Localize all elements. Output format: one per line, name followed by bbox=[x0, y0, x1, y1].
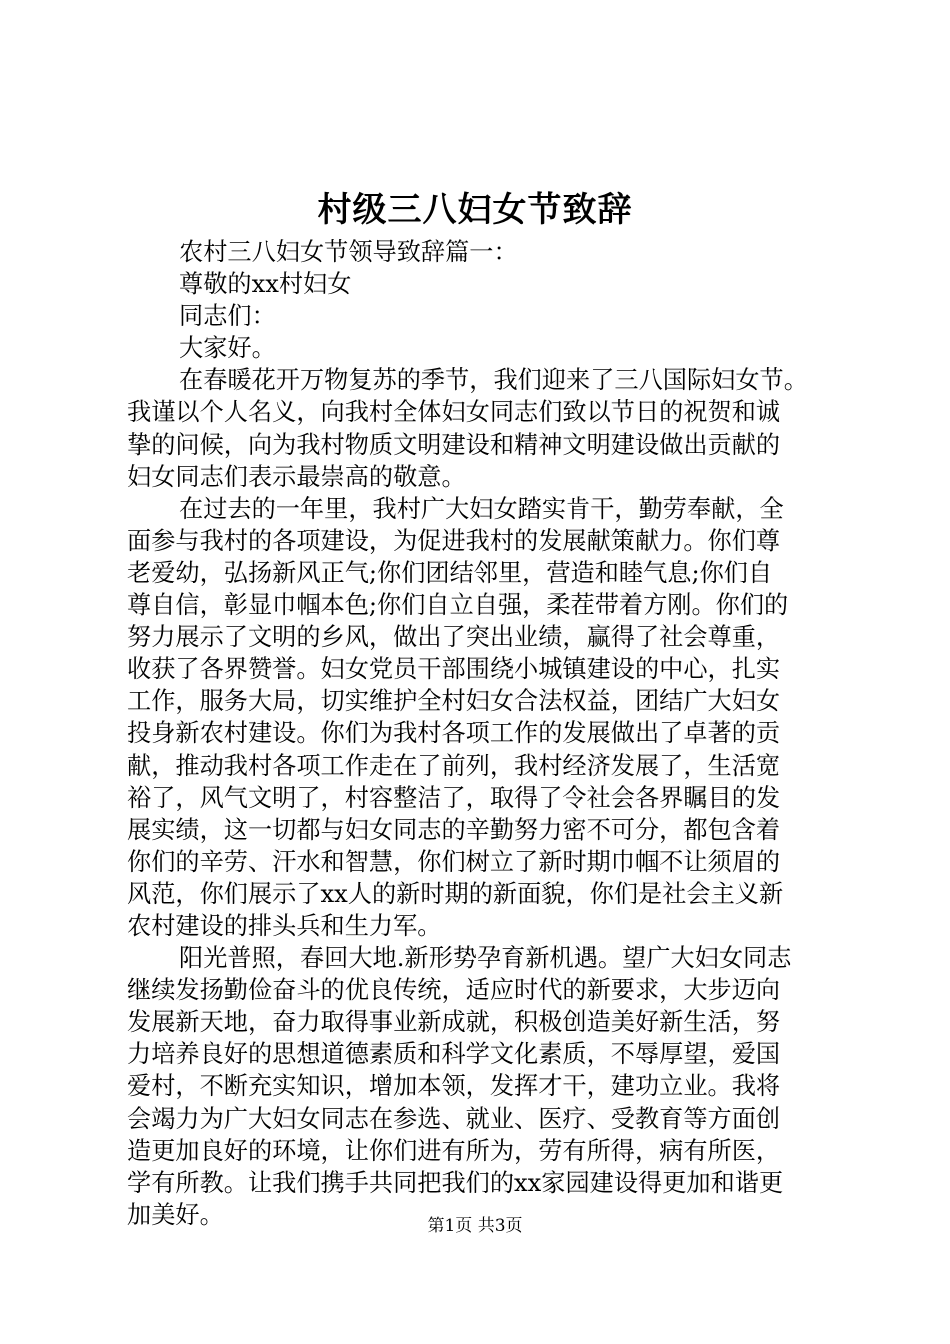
text-line: 老爱幼，弘扬新风正气;你们团结邻里，营造和睦气息;你们自 bbox=[127, 558, 773, 587]
text-line: 我谨以个人名义，向我村全体妇女同志们致以节日的祝贺和诚 bbox=[127, 398, 781, 427]
text-line: 力培养良好的思想道德素质和科学文化素质，不辱厚望，爱国 bbox=[127, 1040, 781, 1069]
text-line: 风范，你们展示了xx人的新时期的新面貌，你们是社会主义新 bbox=[127, 879, 784, 908]
text-line: 投身新农村建设。你们为我村各项工作的发展做出了卓著的贡 bbox=[127, 719, 781, 748]
text-line: 继续发扬勤俭奋斗的优良传统，适应时代的新要求，大步迈向 bbox=[127, 976, 781, 1005]
text-line: 农村三八妇女节领导致辞篇一： bbox=[179, 238, 518, 266]
text-line: 造更加良好的环境，让你们进有所为，劳有所得，病有所医， bbox=[127, 1136, 781, 1165]
document-body bbox=[127, 236, 857, 1231]
text-line: 收获了各界赞誉。妇女党员干部围绕小城镇建设的中心，扎实 bbox=[127, 655, 781, 684]
text-line: 献，推动我村各项工作走在了前列，我村经济发展了，生活宽 bbox=[127, 751, 781, 780]
text-line: 裕了，风气文明了，村容整洁了，取得了令社会各界瞩目的发 bbox=[127, 783, 781, 812]
text-line: 发展新天地，奋力取得事业新成就，积极创造美好新生活，努 bbox=[127, 1008, 781, 1037]
text-line: 学有所教。让我们携手共同把我们的xx家园建设得更加和谐更 bbox=[127, 1168, 784, 1197]
text-line: 尊敬的xx村妇女 bbox=[179, 270, 352, 299]
text-line: 爱村，不断充实知识，增加本领，发挥才干，建功立业。我将 bbox=[127, 1072, 781, 1101]
text-line: 展实绩，这一切都与妇女同志的辛勤努力密不可分，都包含着 bbox=[127, 815, 781, 844]
text-line: 加美好。 bbox=[127, 1200, 224, 1229]
text-line: 会竭力为广大妇女同志在参选、就业、医疗、受教育等方面创 bbox=[127, 1104, 781, 1133]
text-line: 你们的辛劳、汗水和智慧，你们树立了新时期巾帼不让须眉的 bbox=[127, 847, 781, 876]
text-line: 在过去的一年里，我村广大妇女踏实肯干，勤劳奉献，全 bbox=[179, 494, 784, 523]
text-line: 阳光普照，春回大地.新形势孕育新机遇。望广大妇女同志 bbox=[179, 944, 792, 973]
text-line: 妇女同志们表示最崇高的敬意。 bbox=[127, 462, 466, 491]
page-footer: 第1页 共3页 bbox=[427, 1216, 523, 1236]
text-line: 农村建设的排头兵和生力军。 bbox=[127, 911, 442, 940]
text-line: 挚的问候，向为我村物质文明建设和精神文明建设做出贡献的 bbox=[127, 430, 781, 459]
text-line: 同志们： bbox=[179, 302, 276, 331]
text-line: 努力展示了文明的乡风，做出了突出业绩，赢得了社会尊重， bbox=[127, 623, 781, 652]
text-line: 工作，服务大局，切实维护全村妇女合法权益，团结广大妇女 bbox=[127, 687, 781, 716]
text-line: 面参与我村的各项建设，为促进我村的发展献策献力。你们尊 bbox=[127, 526, 781, 555]
text-line: 大家好。 bbox=[179, 334, 276, 363]
text-line: 在春暖花开万物复苏的季节，我们迎来了三八国际妇女节。 bbox=[179, 366, 808, 395]
text-line: 尊自信，彰显巾帼本色;你们自立自强，柔茬带着方刚。你们的 bbox=[127, 591, 789, 620]
document-title: 村级三八妇女节致辞 bbox=[317, 190, 633, 230]
